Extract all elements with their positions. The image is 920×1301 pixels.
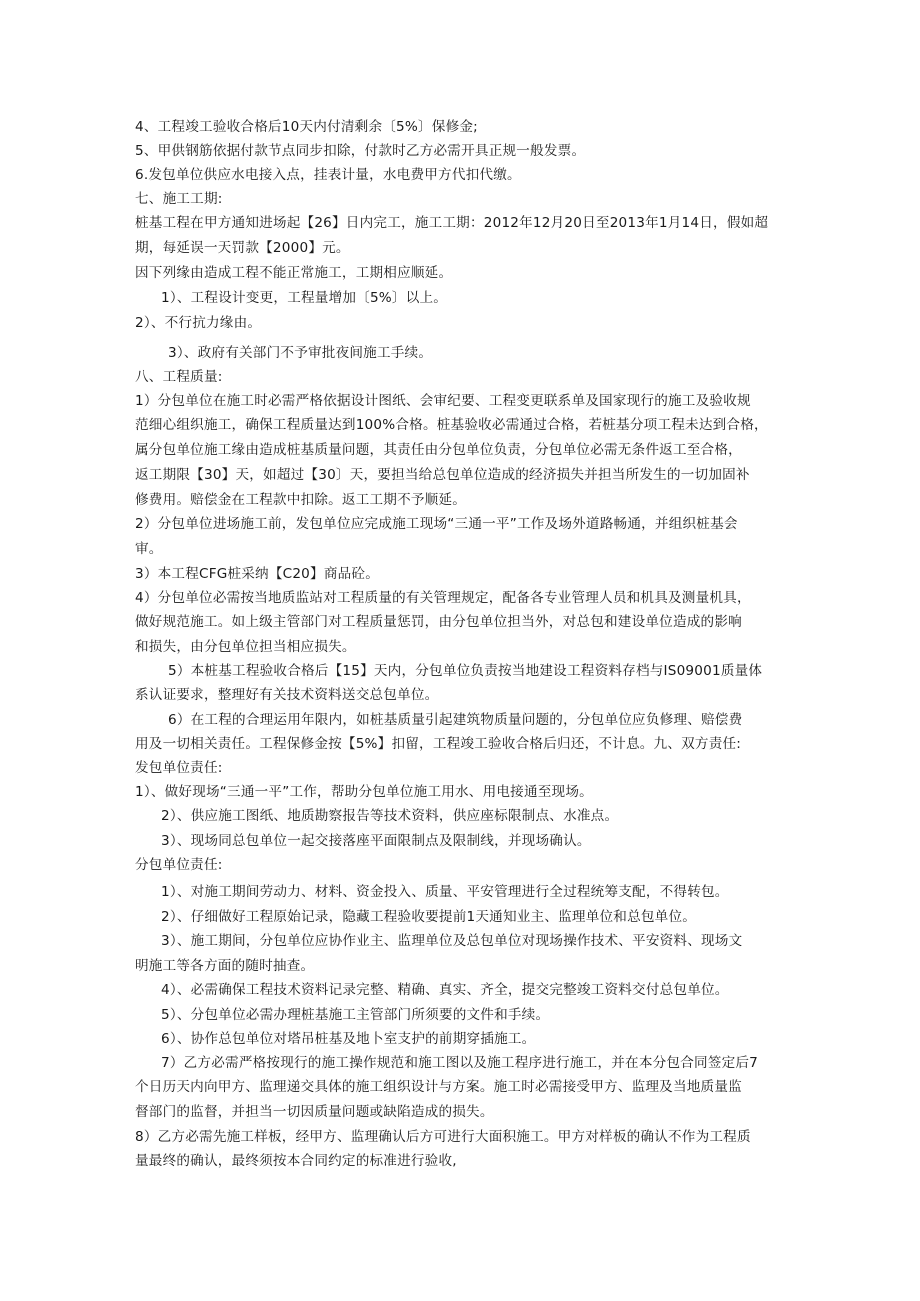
- text-line: 1）分包单位在施工时必需严格依据设计图纸、会审纪要、工程变更联系单及国家现行的施工及验收规: [135, 393, 751, 409]
- text-line: 因下列缘由造成工程不能正常施工，工期相应顺延。: [135, 265, 453, 281]
- text-line: 7）乙方必需严格按现行的施工操作规范和施工图以及施工程序进行施工，并在本分包合同签定后7: [161, 1055, 759, 1071]
- text-line: 发包单位责任:: [135, 760, 223, 776]
- text-line: 1）、工程设计变更，工程量增加〔5%〕以上。: [161, 290, 448, 306]
- text-line: 5）、分包单位必需办理桩基施工主管部门所须要的文件和手续。: [161, 1007, 550, 1023]
- text-line: 3）、现场同总包单位一起交接落座平面限制点及限制线，并现场确认。: [161, 833, 591, 849]
- text-line: 1）、对施工期间劳动力、材料、资金投入、质量、平安管理进行全过程统筹支配，不得转包。: [161, 884, 729, 900]
- text-line: 4）分包单位必需按当地质监站对工程质量的有关管理规定，配备各专业管理人员和机具及测量机具，: [135, 590, 751, 606]
- section-heading: 七、施工工期:: [135, 191, 223, 207]
- text-line: 2）、仔细做好工程原始记录，隐藏工程验收要提前1天通知业主、监理单位和总包单位。: [161, 909, 697, 925]
- text-line: 2）分包单位进场施工前，发包单位应完成施工现场“三通一平”工作及场外道路畅通，并组织桩基会: [135, 516, 738, 532]
- text-line: 2）、供应施工图纸、地质勘察报告等技术资料，供应座标限制点、水准点。: [161, 808, 619, 824]
- text-line: 属分包单位施工缘由造成桩基质量问题，其责任由分包单位负责，分包单位必需无条件返工至合格，: [135, 442, 742, 458]
- text-line: 3）、政府有关部门不予审批夜间施工手续。: [168, 345, 433, 361]
- text-line: 返工期限【30】天，如超过【30〕天，要担当给总包单位造成的经济损失并担当所发生的一切加固补: [135, 467, 750, 483]
- text-line: 1）、做好现场“三通一平”工作，帮助分包单位施工用水、用电接通至现场。: [135, 784, 593, 800]
- text-line: 6）在工程的合理运用年限内，如桩基质量引起建筑物质量问题的，分包单位应负修理、赔偿费: [168, 712, 743, 728]
- text-line: 审。: [135, 541, 163, 557]
- text-line: 明施工等各方面的随时抽查。: [135, 958, 315, 974]
- text-line: 督部门的监督，并担当一切因质量问题或缺陷造成的损失。: [135, 1104, 494, 1120]
- text-line: 桩基工程在甲方通知进场起【26】日内完工，施工工期：2012年12月20日至2013年1月14日，假如超: [135, 215, 769, 231]
- text-line: 个日历天内向甲方、监理递交具体的施工组织设计与方案。施工时必需接受甲方、监理及当地质量监: [135, 1079, 742, 1095]
- text-line: 8）乙方必需先施工样板，经甲方、监理确认后方可进行大面积施工。甲方对样板的确认不作为工程质: [135, 1129, 751, 1145]
- text-line: 量最终的确认，最终须按本合同约定的标准进行验收,: [135, 1153, 457, 1169]
- text-line: 4）、必需确保工程技术资料记录完整、精确、真实、齐全，提交完整竣工资料交付总包单位。: [161, 982, 729, 998]
- text-line: 系认证要求，整理好有关技术资料送交总包单位。: [135, 687, 439, 703]
- text-line: 5）本桩基工程验收合格后【15】天内，分包单位负责按当地建设工程资料存档与IS09001质量体: [168, 663, 763, 679]
- section-heading: 八、工程质量:: [135, 369, 223, 385]
- text-line: 分包单位责任:: [135, 857, 223, 873]
- text-line: 5、甲供钢筋依据付款节点同步扣除，付款时乙方必需开具正规一般发票。: [135, 143, 586, 159]
- text-line: 3）、施工期间，分包单位应协作业主、监理单位及总包单位对现场操作技术、平安资料、现场文: [161, 933, 743, 949]
- text-line: 修费用。赔偿金在工程款中扣除。返工工期不予顺延。: [135, 492, 467, 508]
- text-line: 期，每延误一天罚款【2000】元。: [135, 240, 350, 256]
- text-line: 3）本工程CFG桩采纳【C20】商品砼。: [135, 566, 380, 582]
- text-line: 和损失，由分包单位担当相应损失。: [135, 639, 356, 655]
- text-line: 6）、协作总包单位对塔吊桩基及地卜室支护的前期穿插施工。: [161, 1031, 536, 1047]
- text-line: 做好规范施工。如上级主管部门对工程质量惩罚，由分包单位担当外，对总包和建设单位造成的影响: [135, 614, 742, 630]
- text-line: 范细心组织施工，确保工程质量达到100%合格。桩基验收必需通过合格，若桩基分项工程未达到合格，: [135, 417, 768, 433]
- text-line: 4、工程竣工验收合格后10天内付清剩余〔5%〕保修金;: [135, 119, 478, 135]
- text-line: 2）、不行抗力缘由。: [135, 315, 262, 331]
- text-line: 用及一切相关责任。工程保修金按【5%】扣留，工程竣工验收合格后归还，不计息。九、双方责任:: [135, 736, 742, 752]
- text-line: 6.发包单位供应水电接入点，挂表计量，水电费甲方代扣代缴。: [135, 167, 521, 183]
